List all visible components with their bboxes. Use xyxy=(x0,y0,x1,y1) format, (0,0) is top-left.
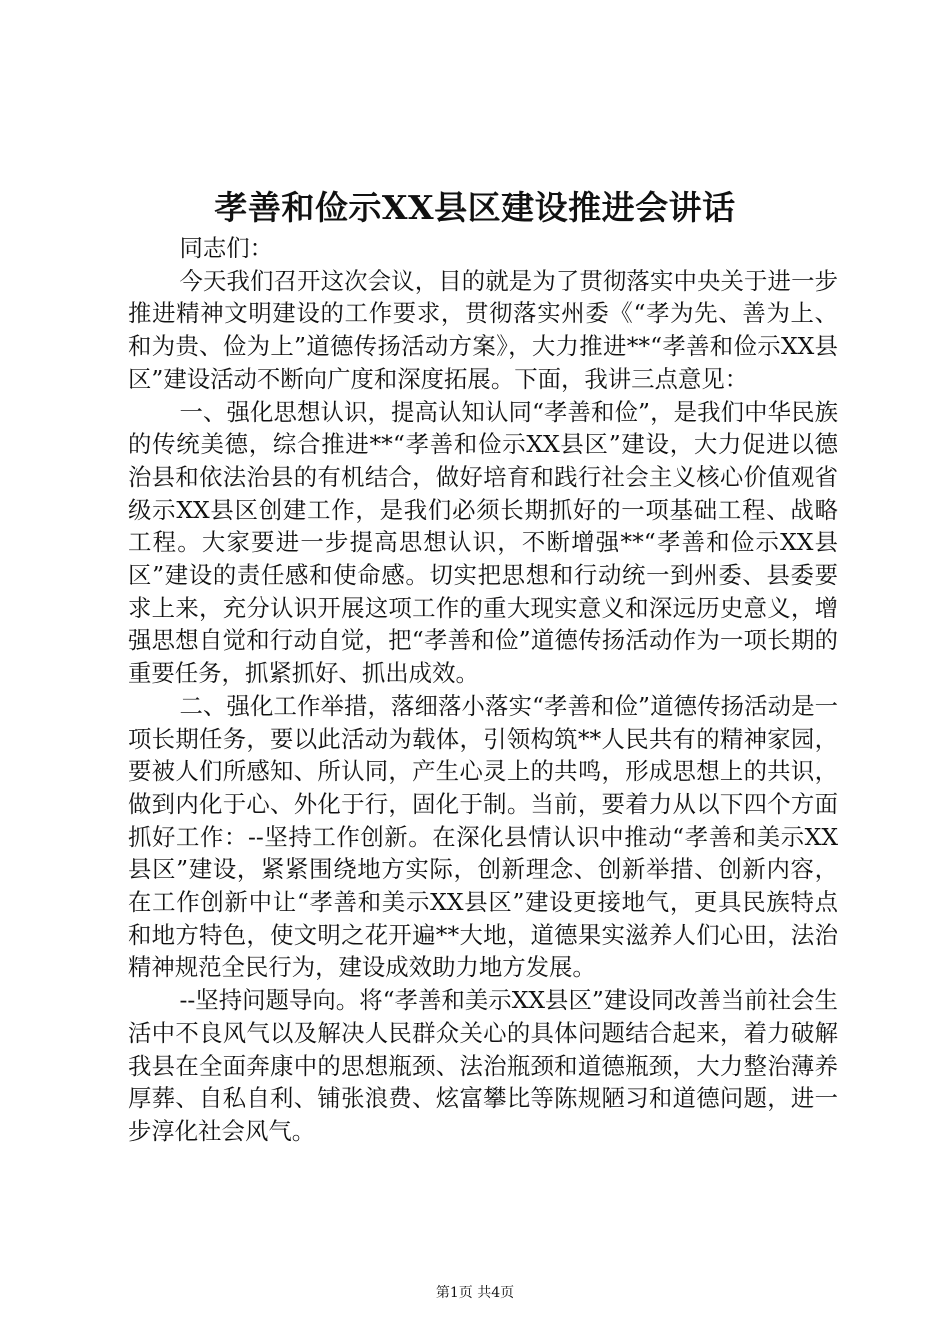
document-body xyxy=(128,232,838,1148)
paragraph-problem-oriented: --坚持问题导向。将“孝善和美示XX县区”建设同改善当前社会生活中不良风气以及解决人民群众关心的具体问题结合起来，着力破解我县在全面奔康中的思想瓶颈、法治瓶颈和道德瓶颈，大力整治薄养厚葬、自私自利、铺张浪费、炫富攀比等陈规陋习和道德问题，进一步淳化社会风气。 xyxy=(128,986,838,1145)
page-number-footer: 第1页 共4页 xyxy=(435,1285,515,1301)
paragraph-section-two: 二、强化工作举措，落细落小落实“孝善和俭”道德传扬活动是一项长期任务，要以此活动为载体，引领构筑**人民共有的精神家园，要被人们所感知、所认同，产生心灵上的共鸣，形成思想上的共识，做到内化于心、外化于行，固化于制。当前，要着力从以下四个方面抓好工作：--坚持工作创新。在深化县情认识中推动“孝善和美示XX县区”建设，紧紧围绕地方实际，创新理念、创新举措、创新内容，在工作创新中让“孝善和美示XX县区”建设更接地气，更具民族特点和地方特色，使文明之花开遍**大地，道德果实滋养人们心田，法治精神规范全民行为，建设成效助力地方发展。 xyxy=(128,691,838,982)
salutation: 同志们： xyxy=(179,234,274,262)
document-title: 孝善和俭示XX县区建设推进会讲话 xyxy=(214,188,736,227)
paragraph-intro: 今天我们召开这次会议，目的就是为了贯彻落实中央关于进一步推进精神文明建设的工作要求，贯彻落实州委《“孝为先、善为上、和为贵、俭为上”道德传扬活动方案》，大力推进**“孝善和俭示XX县区”建设活动不断向广度和深度拓展。下面，我讲三点意见： xyxy=(128,266,838,393)
paragraph-section-one: 一、强化思想认识，提高认知认同“孝善和俭”，是我们中华民族的传统美德，综合推进**“孝善和俭示XX县区”建设，大力促进以德治县和依法治县的有机结合，做好培育和践行社会主义核心价值观省级示XX县区创建工作，是我们必须长期抓好的一项基础工程、战略工程。大家要进一步提高思想认识，不断增强**“孝善和俭示XX县区”建设的责任感和使命感。切实把思想和行动统一到州委、县委要求上来，充分认识开展这项工作的重大现实意义和深远历史意义，增强思想自觉和行动自觉，把“孝善和俭”道德传扬活动作为一项长期的重要任务，抓紧抓好、抓出成效。 xyxy=(128,397,838,688)
